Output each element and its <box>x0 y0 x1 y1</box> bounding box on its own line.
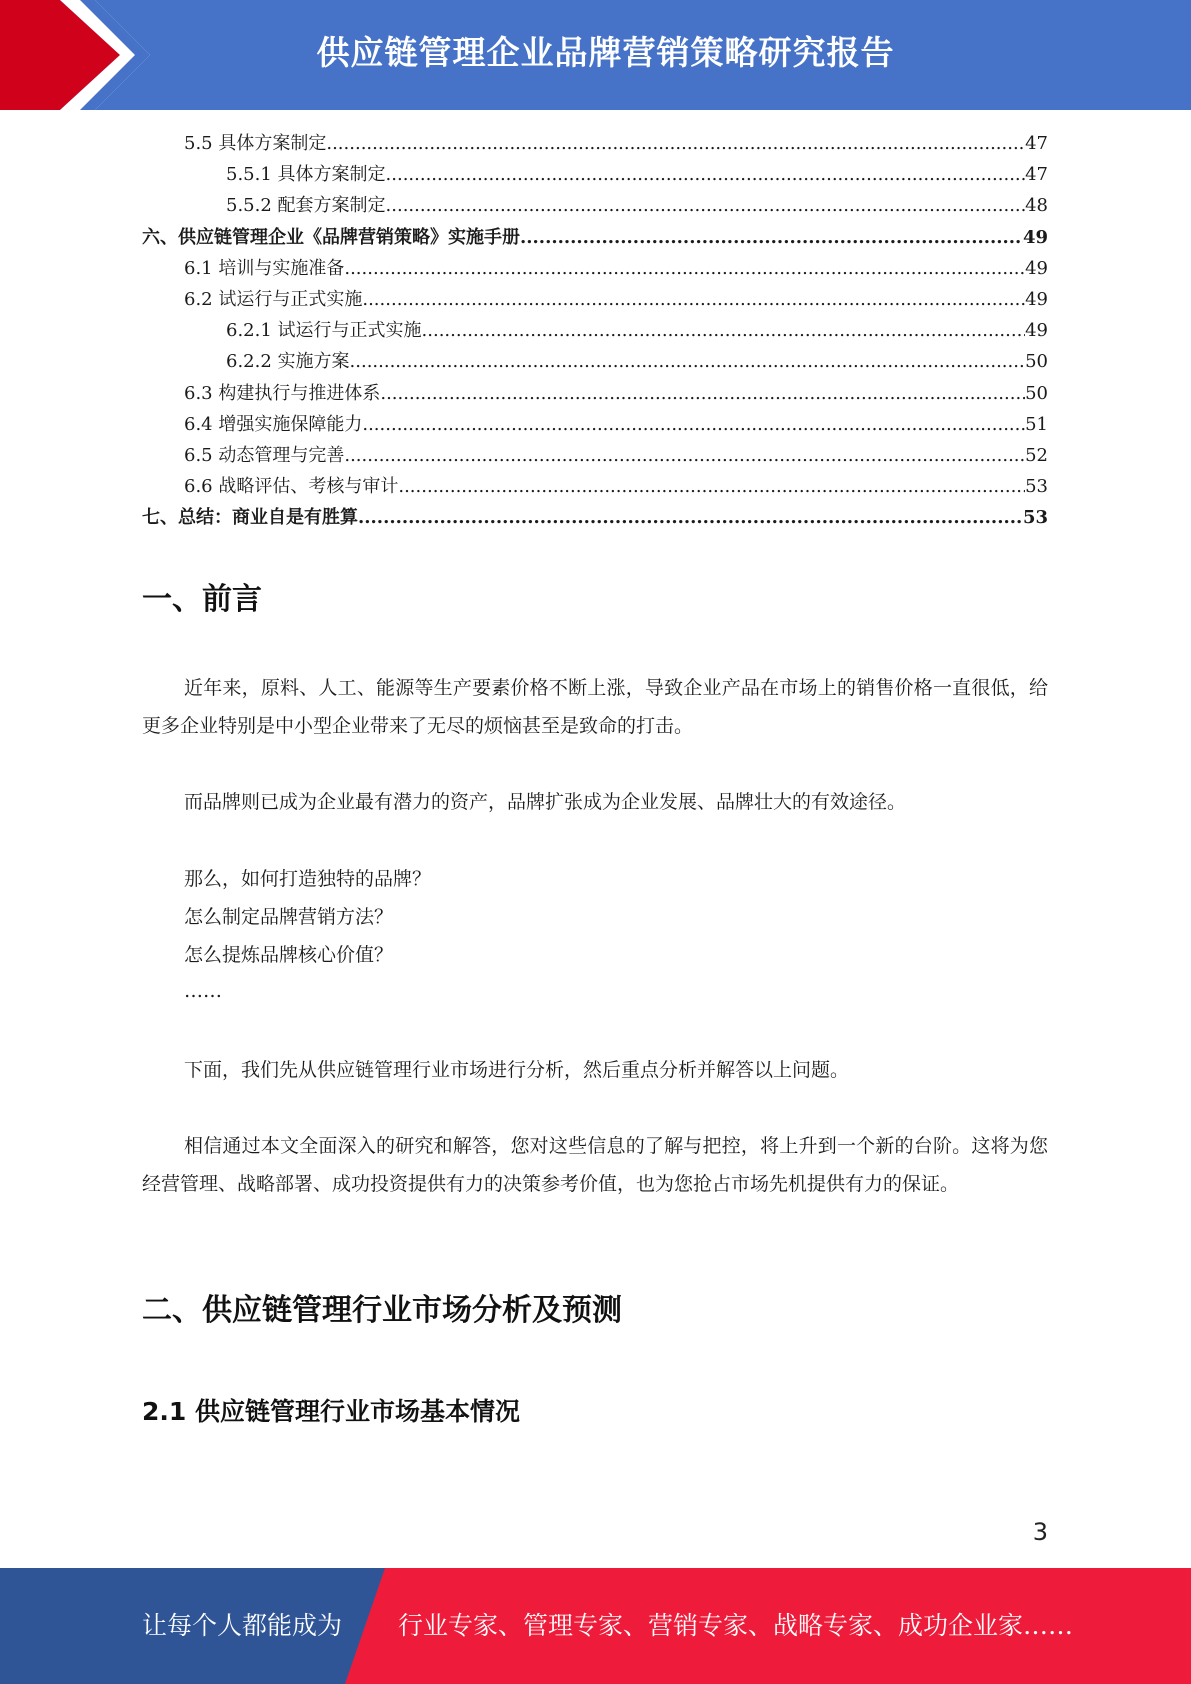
toc-entry[interactable] <box>142 222 1048 253</box>
toc-leader-dots <box>422 315 1026 346</box>
toc-entry[interactable] <box>142 128 1048 159</box>
toc-entry-page: 49 <box>1025 257 1048 279</box>
toc-entry-title: 6.4 增强实施保障能力 <box>184 413 363 435</box>
toc-leader-dots <box>344 440 1025 471</box>
question-line: 怎么提炼品牌核心价值？ <box>184 944 394 966</box>
section-heading-preface: 一、前言 <box>142 582 262 617</box>
toc-entry-title: 6.2 试运行与正式实施 <box>184 288 363 310</box>
footer-banner <box>0 1568 1191 1684</box>
toc-entry-page: 53 <box>1022 507 1048 529</box>
toc-entry-title: 6.1 培训与实施准备 <box>184 257 345 279</box>
paragraph: 而品牌则已成为企业最有潜力的资产，品牌扩张成为企业发展、品牌壮大的有效途径。 <box>184 791 907 813</box>
paragraph: 下面，我们先从供应链管理行业市场进行分析，然后重点分析并解答以上问题。 <box>184 1059 850 1081</box>
toc-entry-title: 5.5.2 配套方案制定 <box>226 195 386 217</box>
toc-leader-dots <box>386 190 1026 221</box>
toc-entry[interactable] <box>142 502 1048 533</box>
toc-leader-dots <box>326 128 1025 159</box>
toc-entry-page: 52 <box>1025 444 1048 466</box>
toc-leader-dots <box>344 253 1025 284</box>
toc-entry-page: 53 <box>1025 476 1048 498</box>
table-of-contents <box>142 128 1048 533</box>
ellipsis-line: …… <box>184 980 222 1002</box>
section-heading-market-analysis: 二、供应链管理行业市场分析及预测 <box>142 1293 622 1328</box>
toc-leader-dots <box>520 222 1023 253</box>
page-number: 3 <box>1032 1518 1048 1546</box>
toc-entry[interactable] <box>142 284 1048 315</box>
footer-slogan-right: 行业专家、管理专家、营销专家、战略专家、成功企业家…… <box>398 1611 1074 1640</box>
toc-entry[interactable] <box>142 440 1048 471</box>
toc-entry-title: 6.3 构建执行与推进体系 <box>184 382 381 404</box>
paragraph: 近年来，原料、人工、能源等生产要素价格不断上涨，导致企业产品在市场上的销售价格一直很低，给更多企业特别是中小型企业带来了无尽的烦恼甚至是致命的打击。 <box>142 677 1048 737</box>
header-banner <box>0 0 1191 110</box>
toc-entry-title: 6.5 动态管理与完善 <box>184 444 345 466</box>
toc-entry-page: 49 <box>1025 288 1048 310</box>
toc-leader-dots <box>362 284 1025 315</box>
toc-entry-page: 47 <box>1025 133 1048 154</box>
question-line: 那么，如何打造独特的品牌？ <box>184 868 432 890</box>
toc-entry-title: 5.5 具体方案制定 <box>184 133 327 154</box>
toc-entry-page: 48 <box>1025 195 1048 217</box>
toc-entry-page: 49 <box>1022 226 1048 248</box>
toc-entry-page: 50 <box>1025 382 1048 404</box>
toc-entry-title: 七、总结：商业自是有胜算 <box>142 507 358 529</box>
paragraph: 相信通过本文全面深入的研究和解答，您对这些信息的了解与把控，将上升到一个新的台阶。这将为您经营管理、战略部署、成功投资提供有力的决策参考价值，也为您抢占市场先机提供有力的保证。 <box>142 1135 1048 1195</box>
toc-leader-dots <box>386 159 1026 190</box>
toc-entry[interactable] <box>142 471 1048 502</box>
footer-slogan-left: 让每个人都能成为 <box>142 1611 343 1640</box>
toc-entry[interactable] <box>142 378 1048 409</box>
toc-entry-page: 51 <box>1025 413 1048 435</box>
header-title: 供应链管理企业品牌营销策略研究报告 <box>316 33 895 72</box>
toc-entry-title: 6.6 战略评估、考核与审计 <box>184 476 399 498</box>
toc-entry-title: 6.2.2 实施方案 <box>226 351 350 373</box>
toc-entry[interactable] <box>142 159 1048 190</box>
toc-leader-dots <box>380 378 1025 409</box>
toc-entry-page: 47 <box>1025 164 1048 186</box>
toc-entry[interactable] <box>142 315 1048 346</box>
subsection-heading: 2.1 供应链管理行业市场基本情况 <box>142 1397 520 1426</box>
toc-entry-page: 49 <box>1025 320 1048 342</box>
toc-entry-title: 六、供应链管理企业《品牌营销策略》实施手册 <box>142 226 520 248</box>
toc-leader-dots <box>362 409 1025 440</box>
toc-entry-page: 50 <box>1025 351 1048 373</box>
question-line: 怎么制定品牌营销方法？ <box>184 906 394 928</box>
toc-leader-dots <box>350 346 1026 377</box>
toc-entry-title: 6.2.1 试运行与正式实施 <box>226 320 422 342</box>
toc-entry[interactable] <box>142 346 1048 377</box>
toc-entry[interactable] <box>142 409 1048 440</box>
toc-leader-dots <box>398 471 1025 502</box>
toc-entry-title: 5.5.1 具体方案制定 <box>226 164 386 186</box>
toc-entry[interactable] <box>142 253 1048 284</box>
toc-leader-dots <box>358 502 1023 533</box>
toc-entry[interactable] <box>142 190 1048 221</box>
